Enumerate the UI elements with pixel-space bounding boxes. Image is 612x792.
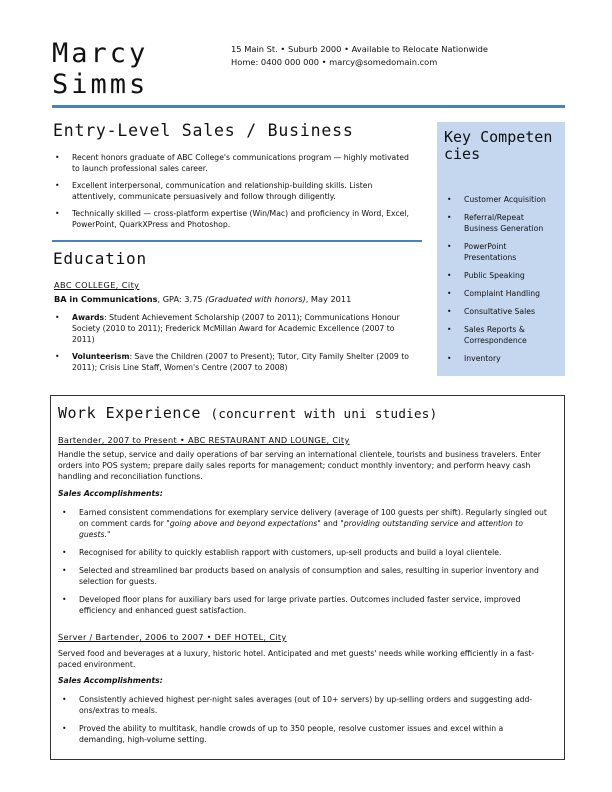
awards-text: : Student Achievement Scholarship (2007 to 2011); Communications Honour Society (2010 to 2011); Frederick McMillan Award for Academic Excellence (2007 to 2011) xyxy=(72,313,400,344)
education-list xyxy=(54,312,414,379)
job2-accomplishment: • Consistently achieved highest per-night sales averages (out of 10+ servers) by up-selling orders and suggesting add-ons/extras to meals. xyxy=(61,694,551,716)
volunteer-item xyxy=(54,351,414,373)
work-title: Work Experience xyxy=(58,404,201,422)
contact-info xyxy=(231,43,488,69)
job1-title: Bartender, 2007 to Present • ABC RESTAURANT AND LOUNGE, City xyxy=(58,435,350,445)
volunteer-label: Volunteerism xyxy=(72,352,130,361)
competency-item: • Referral/Repeat Business Generation xyxy=(446,212,560,234)
competency-item: • Complaint Handling xyxy=(446,288,560,299)
job1-description: Handle the setup, service and daily operations of bar serving an international clientele, tourists and business travelers. Enter orders into POS system; prepare daily sales reports for management; conduct monthly inventory; and perform heavy cash handling and reconciliation functions. xyxy=(58,450,541,481)
contact-address: 15 Main St. • Suburb 2000 • Available to Relocate Nationwide xyxy=(231,44,488,54)
competency-item: • Public Speaking xyxy=(446,270,560,281)
job2-description: Served food and beverages at a luxury, historic hotel. Anticipated and met guests' needs while working efficiently in a fast-paced environment. xyxy=(58,649,535,669)
awards-label: Awards xyxy=(72,313,105,322)
competency-item: • Inventory xyxy=(446,353,560,364)
work-heading xyxy=(58,404,437,422)
competency-item: • Customer Acquisition xyxy=(446,194,560,205)
accomplishment-quote: "going above and beyond expectations" xyxy=(166,519,321,528)
job2-accomplishments-list xyxy=(61,694,551,752)
degree-honors: (Graduated with honors) xyxy=(205,294,306,304)
job1-accomplishment: • Selected and streamlined bar products based on analysis of consumption and sales, resulting in superior inventory and selection for guests. xyxy=(61,565,551,587)
objective-item: • Technically skilled — cross-platform expertise (Win/Mac) and proficiency in Word, Excel, PowerPoint, QuarkXPress and Photoshop. xyxy=(54,208,414,230)
last-name: Simms xyxy=(52,69,149,100)
job1-accomplishment: • Developed floor plans for auxiliary bars used for large private parties. Outcomes included faster service, improved efficiency and enhanced guest satisfaction. xyxy=(61,594,551,616)
accomplishment-quote: "providing outstanding service and attention to guests." xyxy=(79,519,523,539)
header-divider xyxy=(52,105,565,108)
volunteer-text: : Save the Children (2007 to Present); Tutor, City Family Shelter (2009 to 2011); Crisis Line Staff, Women's Centre (2007 to 2008) xyxy=(72,352,409,372)
degree-line xyxy=(54,294,351,304)
contact-phone-email: Home: 0400 000 000 • marcy@somedomain.com xyxy=(231,57,438,67)
objective-heading: Entry-Level Sales / Business xyxy=(53,121,354,140)
objective-item: • Excellent interpersonal, communication and relationship-building skills. Listen attentively, communicate persuasively and follow through diligently. xyxy=(54,180,414,202)
candidate-name xyxy=(52,38,148,100)
objective-list xyxy=(54,152,414,236)
education-heading: Education xyxy=(53,249,147,268)
job2-accomplishments-label: Sales Accomplishments: xyxy=(58,676,163,685)
work-subtitle: (concurrent with uni studies) xyxy=(210,406,438,421)
awards-item xyxy=(54,312,414,345)
job1-accomplishment: • Recognised for ability to quickly establish rapport with customers, up-sell products and build a loyal clientele. xyxy=(61,547,551,558)
first-name: Marcy xyxy=(52,38,149,69)
competency-item: • PowerPoint Presentations xyxy=(446,241,560,263)
degree-gpa: , GPA: 3.75 xyxy=(157,294,206,304)
job1-accomplishment xyxy=(61,507,551,540)
degree-date: , May 2011 xyxy=(305,294,352,304)
job2-title: Server / Bartender, 2006 to 2007 • DEF HOTEL, City xyxy=(58,632,287,642)
job1-accomplishments-list xyxy=(61,507,551,623)
competencies-heading: Key Competencies xyxy=(444,128,553,163)
accomplishment-text: Earned consistent commendations for exemplary service delivery (average of 100 guests per shift). Regularly singled out on comment cards for xyxy=(79,508,547,528)
accomplishment-conj: and xyxy=(320,519,341,528)
job1-accomplishments-label: Sales Accomplishments: xyxy=(58,489,163,498)
section-divider xyxy=(52,240,422,242)
competency-item: • Sales Reports & Correspondence xyxy=(446,324,560,346)
degree-title: BA in Communications xyxy=(54,294,158,304)
job2-accomplishment: • Proved the ability to multitask, handle crowds of up to 350 people, resolve customer issues and excel within a demanding, high-volume setting. xyxy=(61,723,551,745)
competencies-list xyxy=(446,194,560,371)
competency-item: • Consultative Sales xyxy=(446,306,560,317)
college-name: ABC COLLEGE, City xyxy=(54,280,140,290)
objective-item: • Recent honors graduate of ABC College's communications program — highly motivated to launch professional sales career. xyxy=(54,152,414,174)
